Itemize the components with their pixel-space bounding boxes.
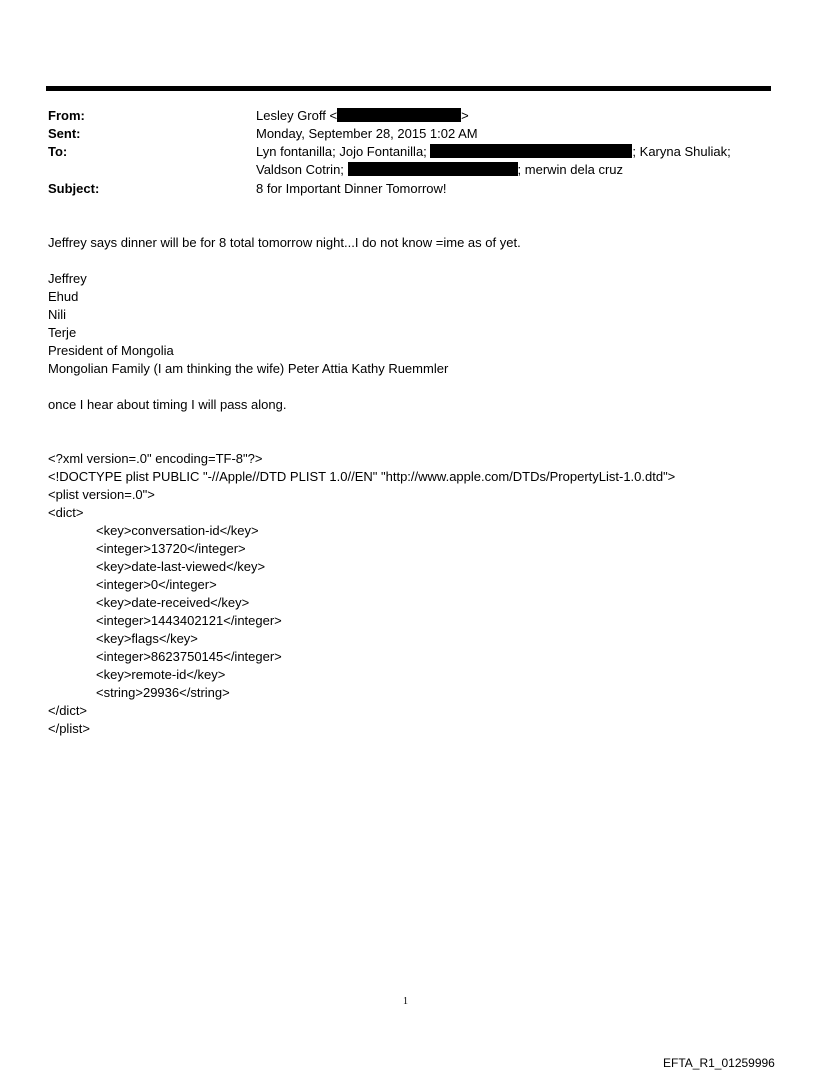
plist-line: <?xml version=.0" encoding=TF-8"?> [48, 451, 263, 466]
plist-dict-line: <key>conversation-id</key> [96, 523, 259, 538]
sent-label: Sent: [48, 126, 81, 141]
plist-dict-line: <key>date-received</key> [96, 595, 250, 610]
from-close: > [461, 108, 469, 123]
to-line-2 [256, 161, 623, 179]
body-intro: Jeffrey says dinner will be for 8 total tomorrow night...I do not know =ime as of yet. [48, 235, 521, 250]
header-rule [46, 86, 771, 91]
plist-dict-line: <key>date-last-viewed</key> [96, 559, 266, 574]
subject-value: 8 for Important Dinner Tomorrow! [256, 181, 447, 196]
sent-value: Monday, September 28, 2015 1:02 AM [256, 126, 478, 141]
plist-dict-line: <integer>1443402121</integer> [96, 613, 282, 628]
redaction-box [337, 108, 461, 122]
plist-dict-line: <integer>0</integer> [96, 577, 217, 592]
guest-item: Ehud [48, 289, 79, 304]
plist-dict-line: <key>remote-id</key> [96, 667, 226, 682]
document-id: EFTA_R1_01259996 [663, 1056, 775, 1070]
from-name: Lesley Groff < [256, 108, 338, 123]
plist-line: </dict> [48, 703, 88, 718]
from-label: From: [48, 108, 85, 123]
body-closing: once I hear about timing I will pass along. [48, 397, 287, 412]
plist-line: <!DOCTYPE plist PUBLIC "-//Apple//DTD PLIST 1.0//EN" "http://www.apple.com/DTDs/PropertyList-1.0.dtd"> [48, 469, 676, 484]
guest-item: Nili [48, 307, 67, 322]
plist-dict-line: <integer>8623750145</integer> [96, 649, 282, 664]
plist-dict-line: <key>flags</key> [96, 631, 198, 646]
plist-dict-line: <string>29936</string> [96, 685, 230, 700]
to-recipients-c: Valdson Cotrin; [256, 162, 344, 177]
plist-block [48, 450, 675, 738]
guest-list [48, 270, 448, 378]
to-label: To: [48, 144, 68, 159]
to-recipients-d: ; merwin dela cruz [517, 162, 624, 177]
to-line-1 [256, 143, 731, 161]
subject-label: Subject: [48, 181, 100, 196]
guest-item: President of Mongolia [48, 343, 174, 358]
plist-line: <plist version=.0"> [48, 487, 155, 502]
plist-dict-line: <integer>13720</integer> [96, 541, 246, 556]
to-recipients-a: Lyn fontanilla; Jojo Fontanilla; [256, 144, 427, 159]
guest-item: Terje [48, 325, 77, 340]
to-recipients-b: ; Karyna Shuliak; [632, 144, 731, 159]
page-number: 1 [403, 996, 408, 1007]
plist-line: </plist> [48, 721, 90, 736]
guest-item: Jeffrey [48, 271, 87, 286]
from-value [256, 107, 469, 125]
guest-item: Mongolian Family (I am thinking the wife) Peter Attia Kathy Ruemmler [48, 361, 449, 376]
redaction-box [348, 162, 518, 176]
plist-line: <dict> [48, 505, 84, 520]
redaction-box [430, 144, 632, 158]
